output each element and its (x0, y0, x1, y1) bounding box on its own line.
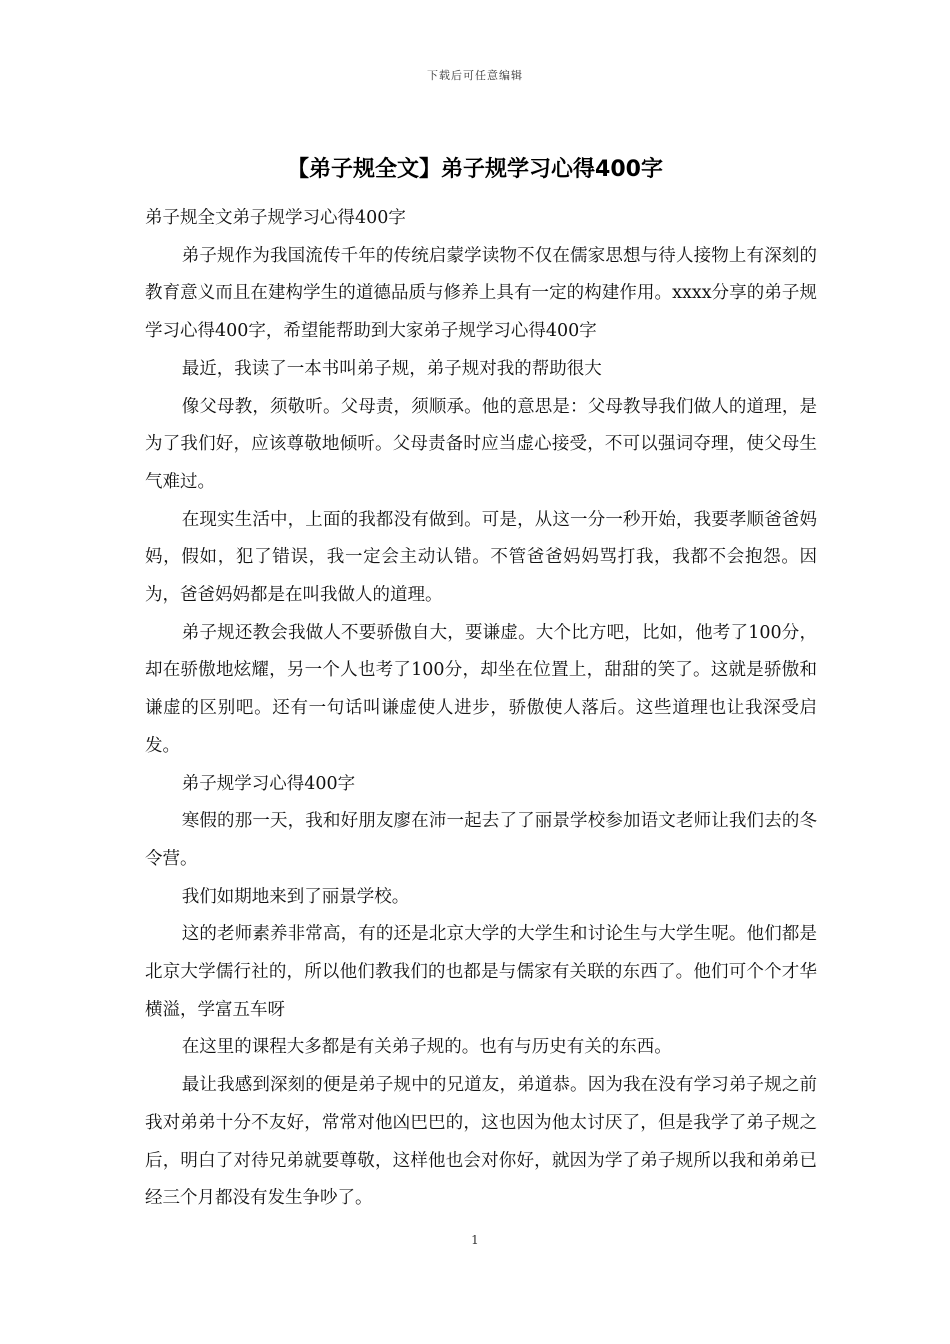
paragraph: 像父母教，须敬听。父母责，须顺承。他的意思是：父母教导我们做人的道理，是为了我们好，应该尊敬地倾听。父母责备时应当虚心接受，不可以强词夺理，使父母生气难过。 (145, 396, 817, 492)
paragraph: 在现实生活中，上面的我都没有做到。可是，从这一分一秒开始，我要孝顺爸爸妈妈，假如，犯了错误，我一定会主动认错。不管爸爸妈妈骂打我，我都不会抱怨。因为，爸爸妈妈都是在叫我做人的道理。 (145, 509, 817, 606)
document-title: 【弟子规全文】弟子规学习心得400字 (287, 157, 663, 182)
paragraph: 寒假的那一天，我和好朋友廖在沛一起去了了丽景学校参加语文老师让我们去的冬令营。 (145, 811, 817, 869)
document-body (145, 200, 817, 1218)
paragraph: 弟子规学习心得400字 (181, 773, 356, 794)
paragraph: 在这里的课程大多都是有关弟子规的。也有与历史有关的东西。 (181, 1037, 672, 1058)
paragraph: 我们如期地来到了丽景学校。 (181, 886, 410, 907)
paragraph: 最让我感到深刻的便是弟子规中的兄道友，弟道恭。因为我在没有学习弟子规之前我对弟弟十分不友好，常常对他凶巴巴的，这也因为他太讨厌了，但是我学了弟子规之后，明白了对待兄弟就要尊敬，这样他也会对你好，就因为学了弟子规所以我和弟弟已经三个月都没有发生争吵了。 (145, 1075, 817, 1209)
paragraph: 弟子规作为我国流传千年的传统启蒙学读物不仅在儒家思想与待人接物上有深刻的教育意义而且在建构学生的道德品质与修养上具有一定的构建作用。xxxx分享的弟子规学习心得400字，希望能帮助到大家弟子规学习心得400字 (145, 245, 817, 342)
paragraph: 这的老师素养非常高，有的还是北京大学的大学生和讨论生与大学生呢。他们都是北京大学儒行社的，所以他们教我们的也都是与儒家有关联的东西了。他们可个个才华横溢，学富五车呀 (145, 924, 817, 1020)
page-number: 1 (471, 1233, 479, 1247)
header-note: 下载后可任意编辑 (427, 69, 523, 82)
paragraph: 弟子规还教会我做人不要骄傲自大，要谦虚。大个比方吧，比如，他考了100分，却在骄傲地炫耀，另一个人也考了100分，却坐在位置上，甜甜的笑了。这就是骄傲和谦虚的区别吧。还有一句话叫谦虚使人进步，骄傲使人落后。这些道理也让我深受启发。 (145, 622, 817, 756)
paragraph: 最近，我读了一本书叫弟子规，弟子规对我的帮助很大 (181, 358, 602, 379)
paragraph: 弟子规全文弟子规学习心得400字 (145, 208, 406, 228)
